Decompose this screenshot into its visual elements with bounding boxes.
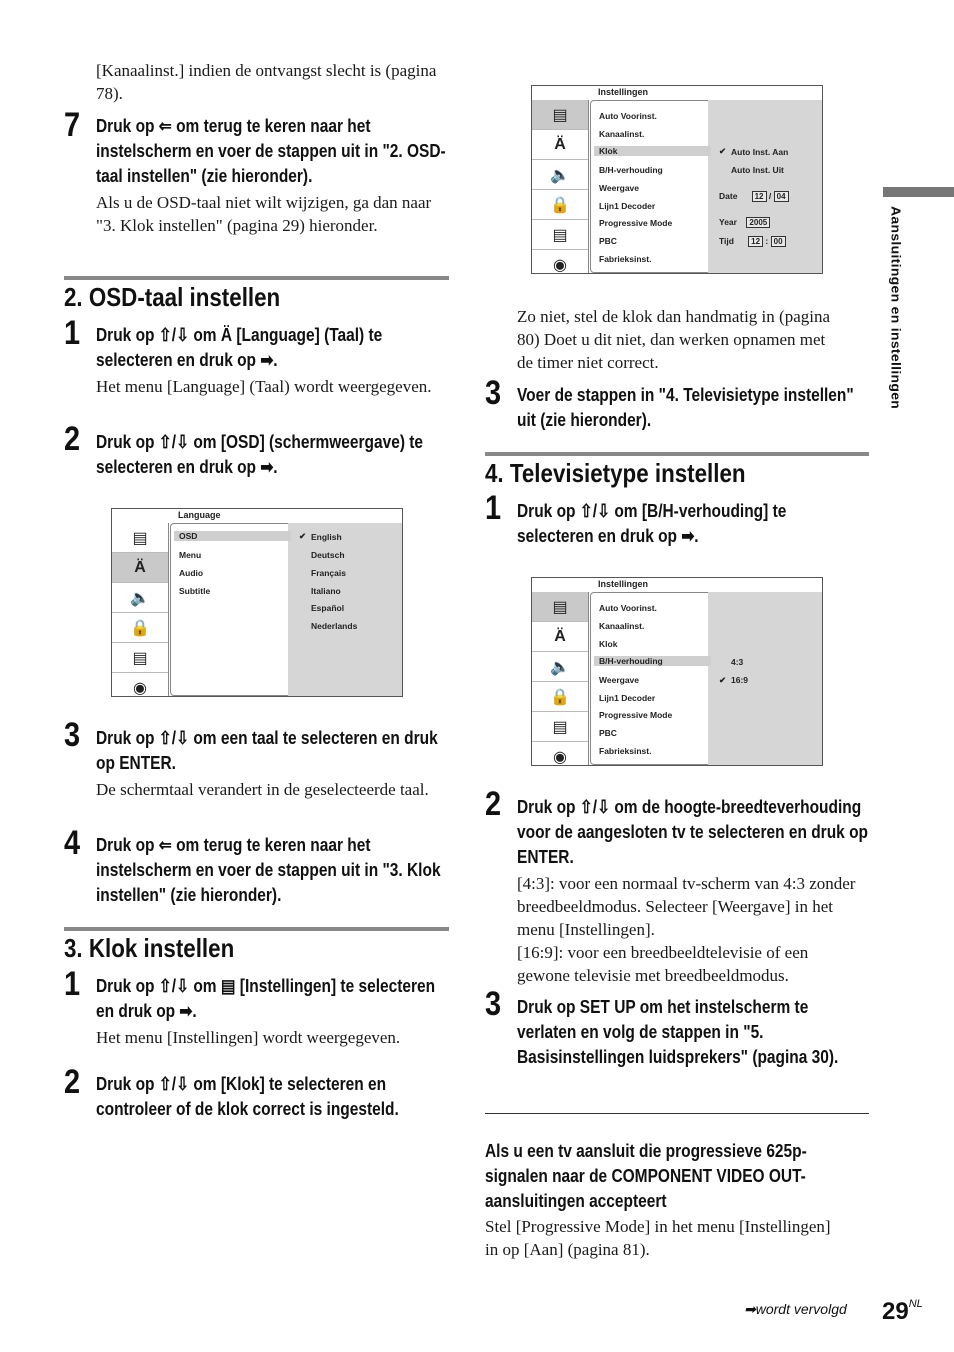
menu-item[interactable]: Progressive Mode xyxy=(599,218,673,228)
up-down-arrow-icon: ⇧/⇩ xyxy=(579,797,611,817)
step-number: 2 xyxy=(485,785,502,823)
time-minute-field[interactable]: 00 xyxy=(771,236,786,247)
osd-step-3-text: Druk op ⇧/⇩ om een taal te selecteren en druk op ENTER. xyxy=(96,728,438,773)
speaker-icon: 🔈 xyxy=(532,160,588,190)
language-icon: Ä xyxy=(532,622,588,652)
right-arrow-icon: ➡ xyxy=(681,526,695,546)
setup-toolbox-icon: ▤ xyxy=(112,523,168,553)
up-down-arrow-icon: ⇧/⇩ xyxy=(158,1074,190,1094)
section-title-tv: 4. Televisietype instellen xyxy=(485,458,746,488)
date-month-field[interactable]: 04 xyxy=(774,191,789,202)
auto-inst-aan-option[interactable]: Auto Inst. Aan xyxy=(731,147,789,157)
klok-step-1-text: Druk op ⇧/⇩ om ▤ [Instellingen] te selecteren en druk op ➡. xyxy=(96,976,436,1021)
language-icon: Ä xyxy=(112,553,168,583)
menu-title: Instellingen xyxy=(598,579,649,589)
menu-item[interactable]: Kanaalinst. xyxy=(599,129,645,139)
disc-icon: ◉ xyxy=(553,748,567,766)
right-arrow-icon: ➡ xyxy=(260,457,274,477)
settings-menu-klok xyxy=(531,85,823,274)
disc-icon: ◉ xyxy=(133,679,147,697)
right-arrow-icon: ➡ xyxy=(179,1001,193,1021)
time-row: Tijd 12 : 00 xyxy=(719,236,786,247)
menu-item[interactable]: Progressive Mode xyxy=(599,710,673,720)
section-rule xyxy=(64,276,449,280)
menu-item[interactable]: Subtitle xyxy=(179,586,211,596)
sidebar-section-label: Aansluitingen en instellingen xyxy=(888,206,904,410)
menu-item[interactable]: Auto Voorinst. xyxy=(599,603,657,613)
language-option[interactable]: Nederlands xyxy=(311,621,358,631)
menu-item[interactable]: Lijn1 Decoder xyxy=(599,693,656,703)
sidebar-tab-bar xyxy=(883,187,954,197)
speaker-icon: 🔈 xyxy=(532,652,588,682)
osd-step-1-body: Het menu [Language] (Taal) wordt weergegeven. xyxy=(96,377,432,396)
settings-menu-aspect xyxy=(531,577,823,766)
left-arrow-icon: ⇐ xyxy=(158,835,172,855)
menu-item[interactable]: Auto Voorinst. xyxy=(599,111,657,121)
left-arrow-icon: ⇐ xyxy=(158,116,172,136)
language-option[interactable]: Français xyxy=(311,568,346,578)
setup-toolbox-icon: ▤ xyxy=(532,592,588,622)
klok-step-1-body: Het menu [Instellingen] wordt weergegeven. xyxy=(96,1028,401,1047)
osd-step-2-text: Druk op ⇧/⇩ om [OSD] (schermweergave) te selecteren en druk op ➡. xyxy=(96,432,424,477)
step-7-body: Als u de OSD-taal niet wilt wijzigen, ga dan naar "3. Klok instellen" (pagina 29) hieronder. xyxy=(96,193,432,235)
menu-item[interactable]: Klok xyxy=(594,146,711,156)
tv-step-1-text: Druk op ⇧/⇩ om [B/H-verhouding] te selecteren en druk op ➡. xyxy=(517,501,787,546)
osd-step-4-text: Druk op ⇐ om terug te keren naar het instelscherm en voer de stappen uit in "3. Klok instellen" (zie hieronder). xyxy=(96,835,441,905)
step-number: 2 xyxy=(64,1063,81,1101)
klok-manual-text: Zo niet, stel de klok dan handmatig in (pagina 80) Doet u dit niet, dan werken opnamen met de timer niet correct. xyxy=(517,307,831,372)
step-number: 7 xyxy=(64,106,81,144)
setup-toolbox-icon: ▤ xyxy=(220,976,236,996)
menu-item[interactable]: Fabrieksinst. xyxy=(599,746,652,756)
lock-icon: 🔒 xyxy=(532,682,588,712)
step-number: 4 xyxy=(64,824,81,862)
step-number: 3 xyxy=(485,985,502,1023)
menu-item[interactable]: Kanaalinst. xyxy=(599,621,645,631)
language-menu xyxy=(111,508,403,697)
menu-item[interactable]: Audio xyxy=(179,568,204,578)
step-number: 1 xyxy=(64,965,81,1003)
film-icon: ▤ xyxy=(112,643,168,673)
check-icon: ✔ xyxy=(299,531,307,541)
right-arrow-icon: ➡ xyxy=(744,1301,756,1317)
check-icon: ✔ xyxy=(719,146,727,156)
menu-title: Instellingen xyxy=(598,87,649,97)
menu-item[interactable]: PBC xyxy=(599,236,617,246)
menu-item[interactable]: B/H-verhouding xyxy=(594,656,711,666)
menu-option-panel xyxy=(708,100,822,273)
osd-step-3-body: De schermtaal verandert in de geselecteerde taal. xyxy=(96,780,429,799)
speaker-icon: 🔈 xyxy=(112,583,168,613)
menu-item[interactable]: OSD xyxy=(174,531,291,541)
up-down-arrow-icon: ⇧/⇩ xyxy=(158,325,190,345)
lock-icon: 🔒 xyxy=(112,613,168,643)
menu-item[interactable]: B/H-verhouding xyxy=(599,165,663,175)
menu-item[interactable]: Fabrieksinst. xyxy=(599,254,652,264)
note-body: Stel [Progressive Mode] in het menu [Instellingen] in op [Aan] (pagina 81). xyxy=(485,1217,831,1259)
up-down-arrow-icon: ⇧/⇩ xyxy=(158,976,190,996)
right-arrow-icon: ➡ xyxy=(260,350,274,370)
lock-icon: 🔒 xyxy=(532,190,588,220)
film-icon: ▤ xyxy=(532,712,588,742)
date-day-field[interactable]: 12 xyxy=(752,191,767,202)
year-row: Year 2005 xyxy=(719,217,770,228)
language-option[interactable]: English xyxy=(311,532,342,542)
menu-icon-column xyxy=(112,523,169,696)
film-icon: ▤ xyxy=(532,220,588,250)
klok-step-2-text: Druk op ⇧/⇩ om [Klok] te selecteren en controleer of de klok correct is ingesteld. xyxy=(96,1074,399,1119)
section-title-klok: 3. Klok instellen xyxy=(64,933,235,963)
menu-item[interactable]: Lijn1 Decoder xyxy=(599,201,656,211)
continued-note: ➡wordt vervolgd xyxy=(744,1301,847,1317)
language-option[interactable]: Deutsch xyxy=(311,550,345,560)
step-number: 2 xyxy=(64,420,81,458)
auto-inst-uit-option[interactable]: Auto Inst. Uit xyxy=(731,165,784,175)
note-rule xyxy=(485,1113,869,1114)
menu-item[interactable]: Weergave xyxy=(599,183,640,193)
tv-step-2-body: [4:3]: voor een normaal tv-scherm van 4:3 zonder breedbeeldmodus. Selecteer [Weergave] in het menu [Instellingen]. [16:9]: voor een breedbeeldtelevisie of een gewone televisie met breedbeeldmodus. xyxy=(517,874,856,985)
aspect-option-4-3[interactable]: 4:3 xyxy=(731,657,744,667)
menu-item[interactable]: Klok xyxy=(599,639,618,649)
date-row: Date 12 / 04 xyxy=(719,191,789,202)
section-rule xyxy=(485,452,869,456)
disc-icon: ◉ xyxy=(553,256,567,274)
up-down-arrow-icon: ⇧/⇩ xyxy=(158,728,190,748)
check-icon: ✔ xyxy=(719,675,727,685)
menu-item[interactable]: Menu xyxy=(179,550,202,560)
step-7-text: Druk op ⇐ om terug te keren naar het instelscherm en voer de stappen uit in "2. OSD-taal instellen" (zie hieronder). xyxy=(96,116,446,186)
aspect-option-16-9[interactable]: 16:9 xyxy=(731,675,749,685)
klok-step-3-text: Voer de stappen in "4. Televisietype instellen" uit (zie hieronder). xyxy=(517,385,854,430)
step-number: 3 xyxy=(485,374,502,412)
up-down-arrow-icon: ⇧/⇩ xyxy=(579,501,611,521)
menu-item[interactable]: PBC xyxy=(599,728,617,738)
note-heading: Als u een tv aansluit die progressieve 625p-signalen naar de COMPONENT VIDEO OUT-aansluitingen accepteert xyxy=(485,1141,807,1211)
menu-title: Language xyxy=(178,510,221,520)
up-down-arrow-icon: ⇧/⇩ xyxy=(158,432,190,452)
intro-text: [Kanaalinst.] indien de ontvangst slecht is (pagina 78). xyxy=(96,61,437,103)
step-number: 1 xyxy=(485,489,502,527)
step-number: 3 xyxy=(64,716,81,754)
language-option[interactable]: Español xyxy=(311,603,345,613)
year-field[interactable]: 2005 xyxy=(746,217,770,228)
section-rule xyxy=(64,927,449,931)
time-hour-field[interactable]: 12 xyxy=(748,236,763,247)
setup-toolbox-icon: ▤ xyxy=(532,100,588,130)
menu-item[interactable]: Weergave xyxy=(599,675,640,685)
menu-option-panel xyxy=(288,523,402,696)
menu-icon-column xyxy=(532,100,589,273)
page-number: $29^{NL}$ xyxy=(882,1298,923,1325)
language-icon: Ä xyxy=(532,130,588,160)
step-number: 1 xyxy=(64,314,81,352)
section-title-osd: 2. OSD-taal instellen xyxy=(64,282,281,312)
menu-icon-column xyxy=(532,592,589,765)
language-option[interactable]: Italiano xyxy=(311,586,341,596)
osd-step-1-text: Druk op ⇧/⇩ om Ä [Language] (Taal) te selecteren en druk op ➡. xyxy=(96,325,383,370)
language-icon: Ä xyxy=(220,325,233,345)
language-code: NL xyxy=(908,1298,923,1310)
tv-step-3-text: Druk op SET UP om het instelscherm te verlaten en volg de stappen in "5. Basisinstellingen luidsprekers" (pagina 30). xyxy=(517,997,839,1067)
tv-step-2-text: Druk op ⇧/⇩ om de hoogte-breedteverhouding voor de aangesloten tv te selecteren en druk op ENTER. xyxy=(517,797,868,867)
